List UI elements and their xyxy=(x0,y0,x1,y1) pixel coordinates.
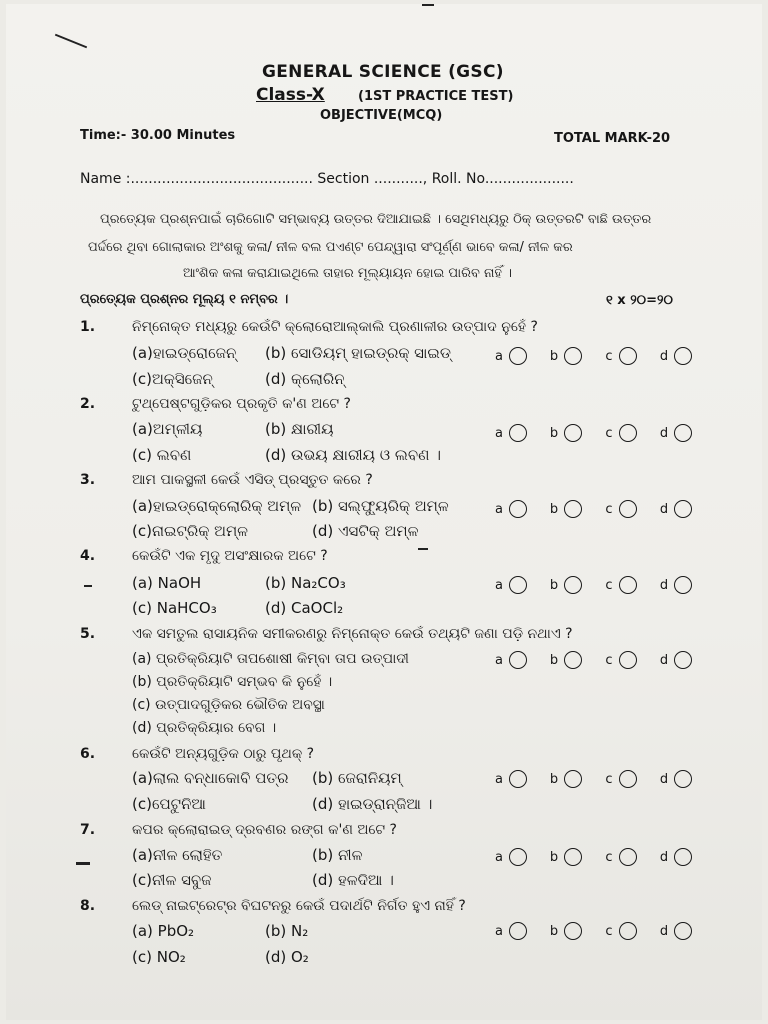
answer-circle-c[interactable] xyxy=(619,922,637,940)
answer-bubbles xyxy=(492,922,692,940)
question-number: 8. xyxy=(80,898,96,914)
pen-mark xyxy=(76,862,90,865)
bubble-label: b xyxy=(549,771,559,787)
option-b: (b) Na₂CO₃ xyxy=(265,574,346,592)
option-a: (a) NaOH xyxy=(132,574,202,592)
bubble-label: a xyxy=(495,348,503,364)
answer-circle-c[interactable] xyxy=(619,848,637,866)
bubble-label: c xyxy=(605,923,613,939)
option-d: (d) ପ୍ରତିକ୍ରିୟାର ବେଗ । xyxy=(132,720,277,736)
answer-circle-a[interactable] xyxy=(509,576,527,594)
option-b: (b) ସଲ୍‌ଫ୍ୟୁରିକ୍ ଅମ୍ଳ xyxy=(312,497,449,515)
instruction-line: ପର୍ଦ୍ଦରେ ଥିବା ଗୋଲାକାର ଅଂଶକୁ କଳା/ ନୀଳ ବଲ ପଏଣ୍ଟ ପେନ୍ଦ୍ୱାରା ସଂପୂର୍ଣ୍ଣ ଭାବେ କଳା/ ନୀଳ କର xyxy=(88,240,573,255)
bubble-label: a xyxy=(495,425,503,441)
bubble-label: c xyxy=(605,501,613,517)
bubble-label: b xyxy=(549,652,559,668)
question-text: ଟୁଥ୍‌ପେଷ୍ଟଗୁଡ଼ିକର ପ୍ରକୃତି କ'ଣ ଅଟେ ? xyxy=(132,396,351,412)
answer-circle-a[interactable] xyxy=(509,848,527,866)
option-d: (d) ହାଇଡ୍ରାନ୍‌ଜିଆ । xyxy=(312,795,433,813)
answer-circle-a[interactable] xyxy=(509,922,527,940)
answer-circle-b[interactable] xyxy=(564,922,582,940)
answer-bubbles xyxy=(492,576,692,594)
pen-mark xyxy=(55,34,87,49)
answer-circle-d[interactable] xyxy=(674,922,692,940)
answer-circle-a[interactable] xyxy=(509,651,527,669)
bubble-label: d xyxy=(659,849,669,865)
question-number: 2. xyxy=(80,396,96,412)
bubble-label: a xyxy=(495,771,503,787)
answer-circle-d[interactable] xyxy=(674,347,692,365)
option-c: (c) ଲବଣ xyxy=(132,446,192,464)
answer-circle-a[interactable] xyxy=(509,424,527,442)
answer-bubbles xyxy=(492,848,692,866)
question-number: 6. xyxy=(80,746,96,762)
answer-circle-d[interactable] xyxy=(674,770,692,788)
answer-circle-c[interactable] xyxy=(619,500,637,518)
answer-circle-a[interactable] xyxy=(509,770,527,788)
bubble-label: c xyxy=(605,652,613,668)
answer-circle-d[interactable] xyxy=(674,651,692,669)
option-b: (b) N₂ xyxy=(265,922,309,940)
question-text: କେଉଁଟି ଅନ୍ୟଗୁଡ଼ିକ ଠାରୁ ପୃଥକ୍ ? xyxy=(132,746,315,762)
answer-circle-b[interactable] xyxy=(564,770,582,788)
option-c: (c) NaHCO₃ xyxy=(132,599,217,617)
test-type: OBJECTIVE(MCQ) xyxy=(320,108,443,123)
option-c: (c) NO₂ xyxy=(132,948,186,966)
option-c: (c)ନାଇଟ୍ରିକ୍ ଅମ୍ଳ xyxy=(132,522,248,540)
answer-bubbles xyxy=(492,424,692,442)
answer-bubbles xyxy=(492,500,692,518)
answer-circle-c[interactable] xyxy=(619,347,637,365)
test-label: (1ST PRACTICE TEST) xyxy=(358,89,514,104)
instruction-line: ପ୍ରତ୍ୟେକ ପ୍ରଶ୍ନପାଇଁ ଚାରିଗୋଟି ସମ୍ଭାବ୍ୟ ଉତ୍ତର ଦିଆଯାଇଛି । ସେଥିମଧ୍ୟରୁ ଠିକ୍ ଉତ୍ତରଟି ବାଛି ଉତ୍ତର xyxy=(100,212,652,227)
option-a: (a)ଅମ୍ଳୀୟ xyxy=(132,420,203,438)
answer-bubbles xyxy=(492,651,692,669)
pen-mark xyxy=(84,585,92,587)
exam-title: GENERAL SCIENCE (GSC) xyxy=(262,62,504,82)
option-a: (a) PbO₂ xyxy=(132,922,195,940)
answer-circle-a[interactable] xyxy=(509,500,527,518)
answer-circle-b[interactable] xyxy=(564,500,582,518)
answer-circle-b[interactable] xyxy=(564,576,582,594)
option-b: (b) ପ୍ରତିକ୍ରିୟାଟି ସମ୍ଭବ କି ନୁହେଁ । xyxy=(132,674,333,690)
question-number: 3. xyxy=(80,472,96,488)
answer-circle-d[interactable] xyxy=(674,576,692,594)
question-number: 4. xyxy=(80,548,96,564)
option-b: (b) ନୀଳ xyxy=(312,846,363,864)
bubble-label: d xyxy=(659,501,669,517)
student-info-line: Name :......................................... Section ..........., Roll. No.................... xyxy=(80,171,574,187)
option-d: (d) CaOCl₂ xyxy=(265,599,344,617)
option-a: (a)ଲାଲ ବନ୍ଧାକୋବି ପତ୍ର xyxy=(132,769,289,787)
marks-total-formula: ୧ x ୨୦=୨୦ xyxy=(606,293,673,308)
bubble-label: c xyxy=(605,348,613,364)
bubble-label: d xyxy=(659,348,669,364)
answer-circle-d[interactable] xyxy=(674,848,692,866)
pen-mark xyxy=(418,548,428,550)
question-text: ଲେଡ୍ ନାଇଟ୍ରେଟ୍‌ର ବିଘଟନରୁ କେଉଁ ପଦାର୍ଥଟି ନିର୍ଗତ ହୁଏ ନାହିଁ ? xyxy=(132,898,466,914)
answer-circle-c[interactable] xyxy=(619,576,637,594)
answer-circle-a[interactable] xyxy=(509,347,527,365)
question-number: 5. xyxy=(80,626,96,642)
answer-bubbles xyxy=(492,347,692,365)
option-c: (c)ପେଟୁନିଆ xyxy=(132,795,206,813)
option-a: (a) ପ୍ରତିକ୍ରିୟାଟି ତାପଶୋଷୀ କିମ୍ବା ତାପ ଉତ୍ପାଦୀ xyxy=(132,651,409,667)
bubble-label: b xyxy=(549,348,559,364)
answer-circle-b[interactable] xyxy=(564,651,582,669)
bubble-label: a xyxy=(495,577,503,593)
answer-circle-b[interactable] xyxy=(564,424,582,442)
option-d: (d) ହଳଦିଆ । xyxy=(312,871,394,889)
option-a: (a)ହାଇଡ୍ରୋକ୍ଲୋରିକ୍ ଅମ୍ଳ xyxy=(132,497,302,515)
answer-circle-d[interactable] xyxy=(674,424,692,442)
answer-circle-b[interactable] xyxy=(564,848,582,866)
bubble-label: b xyxy=(549,501,559,517)
pen-mark xyxy=(422,4,434,6)
bubble-label: b xyxy=(549,425,559,441)
time-label: Time:- 30.00 Minutes xyxy=(80,128,236,143)
option-b: (b) କ୍ଷାରୀୟ xyxy=(265,420,334,438)
option-c: (c)ଅକ୍ସିଜେନ୍ xyxy=(132,370,213,388)
option-d: (d) O₂ xyxy=(265,948,309,966)
question-number: 7. xyxy=(80,822,96,838)
option-b: (b) ଜେରାନିୟମ୍ xyxy=(312,769,402,787)
answer-circle-b[interactable] xyxy=(564,347,582,365)
bubble-label: d xyxy=(659,771,669,787)
question-text: କପର କ୍ଲୋରାଇଡ୍ ଦ୍ରବଣର ରଙ୍ଗ କ'ଣ ଅଟେ ? xyxy=(132,822,397,838)
option-d: (d) ଉଭୟ କ୍ଷାରୀୟ ଓ ଲବଣ । xyxy=(265,446,442,464)
question-text: ନିମ୍ନୋକ୍ତ ମଧ୍ୟରୁ କେଉଁଟି କ୍ଲୋରୋଆଲ୍‌କାଲି ପ୍ରଣାଳୀର ଉତ୍ପାଦ ନୁହେଁ ? xyxy=(132,319,538,335)
question-text: ଏକ ସମତୁଲ ରାସାୟନିକ ସମୀକରଣରୁ ନିମ୍ନୋକ୍ତ କେଉଁ ତଥ୍ୟଟି ଜଣା ପଡ଼ି ନଥାଏ ? xyxy=(132,626,573,642)
marks-per-question: ପ୍ରତ୍ୟେକ ପ୍ରଶ୍ନର ମୂଲ୍ୟ ୧ ନମ୍ବର । xyxy=(80,292,289,307)
bubble-label: b xyxy=(549,577,559,593)
bubble-label: b xyxy=(549,849,559,865)
option-c: (c) ଉତ୍ପାଦଗୁଡ଼ିକର ଭୌତିକ ଅବସ୍ଥା xyxy=(132,697,325,713)
question-number: 1. xyxy=(80,319,96,335)
bubble-label: a xyxy=(495,923,503,939)
bubble-label: d xyxy=(659,425,669,441)
option-a: (a)ହାଇଡ୍ରୋଜେନ୍ xyxy=(132,344,237,362)
total-marks: TOTAL MARK-20 xyxy=(554,131,671,146)
instruction-line: ଆଂଶିକ କଳା କରାଯାଇଥିଲେ ତାହାର ମୂଲ୍ୟାୟନ ହୋଇ ପାରିବ ନାହିଁ । xyxy=(183,266,512,281)
option-d: (d) ଏସଟିକ୍ ଅମ୍ଳ xyxy=(312,522,419,540)
bubble-label: d xyxy=(659,652,669,668)
bubble-label: a xyxy=(495,652,503,668)
option-b: (b) ସୋଡିୟମ୍ ହାଇଡ୍ରକ୍ ସାଇଡ୍ xyxy=(265,344,451,362)
answer-circle-c[interactable] xyxy=(619,424,637,442)
answer-bubbles xyxy=(492,770,692,788)
class-label: Class-X xyxy=(256,85,325,105)
option-d: (d) କ୍ଲୋରିନ୍ xyxy=(265,370,345,388)
bubble-label: d xyxy=(659,923,669,939)
bubble-label: d xyxy=(659,577,669,593)
bubble-label: b xyxy=(549,923,559,939)
bubble-label: c xyxy=(605,771,613,787)
bubble-label: a xyxy=(495,849,503,865)
answer-circle-c[interactable] xyxy=(619,770,637,788)
bubble-label: c xyxy=(605,849,613,865)
answer-circle-d[interactable] xyxy=(674,500,692,518)
option-c: (c)ନୀଳ ସବୁଜ xyxy=(132,871,212,889)
answer-circle-c[interactable] xyxy=(619,651,637,669)
bubble-label: c xyxy=(605,425,613,441)
bubble-label: a xyxy=(495,501,503,517)
option-a: (a)ନୀଳ ଲୋହିତ xyxy=(132,846,223,864)
bubble-label: c xyxy=(605,577,613,593)
question-text: ଆମ ପାକସ୍ଥଳୀ କେଉଁ ଏସିଡ୍ ପ୍ରସ୍ତୁତ କରେ ? xyxy=(132,472,373,488)
question-text: କେଉଁଟି ଏକ ମୃଦୁ ଅସଂକ୍ଷାରକ ଅଟେ ? xyxy=(132,548,328,564)
